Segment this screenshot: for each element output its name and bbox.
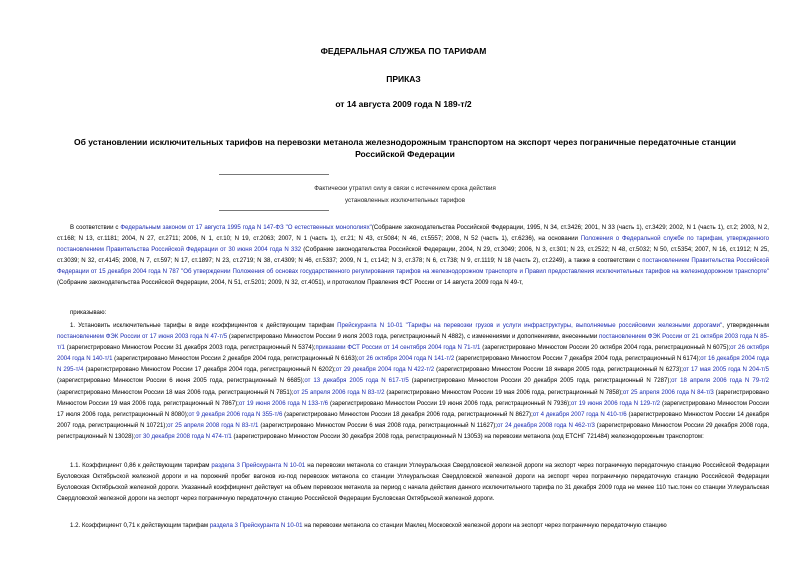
document-title: Об установлении исключительных тарифов на перевозки метанола железнодорожным транспортом на экспорт через пограничные передаточные станции Российской Федерации [73,137,736,159]
item-1-2-paragraph: 1.2. Коэффициент 0,71 к действующим тарифам раздела 3 Прейскуранта N 10-01 на перевозки метанола со станции Маклец Московской железной дороги на экспорт через пограничную передаточную станцию [70,522,667,529]
link-section-3-price-list-2[interactable]: раздела 3 Прейскуранта N 10-01 [209,522,303,529]
link-fst-71-t1[interactable]: приказами ФСТ России от 14 сентября 2004 года N 71-т/1 [315,344,481,352]
link-fst-617-t5[interactable]: от 13 декабря 2005 года N 617-т/5 [304,377,409,385]
link-fst-204-t5[interactable]: от 17 мая 2005 года N 204-т/5 [682,366,769,374]
divider-bottom [219,210,329,211]
link-fst-83-t1[interactable]: от 25 апреля 2008 года N 83-т/1 [167,421,259,429]
link-resolution-787[interactable]: постановлением Правительства Российской Федерации от 15 декабря 2004 года N 787 "Об утверждении Положения об основах государственного регулирования тарифов на железнодорожном транспорте и Правил предоставления исключительных тарифов на железнодорожном транспорте" [57,257,769,276]
link-fst-84-t3[interactable]: от 25 апреля 2006 года N 84-т/3 [622,388,714,396]
status-note-line2: установленных исключительных тарифов [344,197,466,204]
link-fst-355-t6[interactable]: от 9 декабря 2006 года N 355-т/6 [188,410,283,418]
link-fek-85-t1[interactable]: постановлением ФЭК России от 21 октября 2003 года N 85-т/1 [57,333,769,352]
link-fst-140-t1[interactable]: от 26 октября 2004 года N 140-т/1 [57,344,769,363]
link-fek-47-t5[interactable]: постановлением ФЭК России от 17 июня 2003 года N 47-т/5 [57,333,228,341]
agency-name: ФЕДЕРАЛЬНАЯ СЛУЖБА ПО ТАРИФАМ [320,46,487,56]
link-fst-474-t1[interactable]: от 30 декабря 2008 года N 474-т/1 [135,432,232,440]
link-fst-83-t2[interactable]: от 25 апреля 2006 года N 83-т/2 [293,388,385,396]
link-fst-129-t2[interactable]: от 19 июня 2006 года N 129-т/2 [570,399,661,407]
link-fst-462-t3[interactable]: от 24 декабря 2008 года N 462-т/3 [497,421,595,429]
link-fst-422-t2[interactable]: от 29 декабря 2004 года N 422-т/2 [335,366,435,374]
link-federal-law-147[interactable]: Федеральным законом от 17 августа 1995 года N 147-ФЗ "О естественных монополиях" [120,224,372,231]
link-fst-410-t6[interactable]: от 4 декабря 2007 года N 410-т/6 [532,410,627,418]
status-note-line1: Фактически утратил силу в связи с истечением срока действия [314,185,496,192]
divider-top [219,174,329,175]
order-word: приказываю: [70,309,107,316]
item-1-1-paragraph: 1.1. Коэффициент 0,86 к действующим тарифам раздела 3 Прейскуранта N 10-01 на перевозки метанола со станции Углеуральская Свердловской железной дороги на экспорт через пограничную передаточную станцию Российской Федерации Бусловская Октябрьской железной дороги и на порожний пробег вагонов из-под перевозок метанола со станции Углеуральская Свердловской железной дороги на экспорт через пограничную передаточную станцию Российской Федерации Бусловская Октябрьской железной дороги. Указанный коэффициент действует на объем перевозок метанола за период с начала действия данного исключительного тарифа по 31 декабря 2009 года не менее 110 тыс.тонн со станции Углеуральская Свердловской железной дороги на экспорт через пограничную передаточную станцию Российской Федерации Бусловская Октябрьской железной дороги. [57,462,769,503]
link-fst-133-t6[interactable]: от 19 июня 2006 года N 133-т/6 [238,399,329,407]
document-type: ПРИКАЗ [386,74,421,84]
link-fst-79-t2[interactable]: от 18 апреля 2006 года N 79-т/2 [671,377,770,385]
status-note [260,183,550,207]
link-fst-regulation[interactable]: Положения о Федеральной службе по тарифам, утвержденного постановлением Правительства Российской Федерации от 30 июня 2004 года N 332 [57,235,769,254]
document-date-number: от 14 августа 2009 года N 189-т/2 [335,99,472,109]
item-1-paragraph: 1. Установить исключительные тарифы в виде коэффициентов к действующим тарифам Прейскуранта N 10-01 "Тарифы на перевозки грузов и услуги инфраструктуры, выполняемые российскими железными дорогами", утвержденным постановлением ФЭК России от 17 июня 2003 года N 47-т/5 (зарегистрировано Минюстом России 9 июля 2003 года, регистрационный N 4882), с изменениями и дополнениями, внесенными постановлением ФЭК России от 21 октября 2003 года N 85-т/1 (зарегистрировано Минюстом России 31 декабря 2003 года, регистрационный N 5374);приказами ФСТ России от 14 сентября 2004 года N 71-т/1 (зарегистрировано Минюстом России 20 октября 2004 года, регистрационный N 6075);от 26 октября 2004 года N 140-т/1 (зарегистрировано Минюстом России 2 декабря 2004 года, регистрационный N 6163);от 26 октября 2004 года N 141-т/2 (зарегистрировано Минюстом России 7 декабря 2004 года, регистрационный N 6174);от 16 декабря 2004 года N 295-т/4 (зарегистрировано Минюстом России 17 декабря 2004 года, регистрационный N 6202);от 29 декабря 2004 года N 422-т/2 (зарегистрировано Минюстом России 18 января 2005 года, регистрационный N 6273);от 17 мая 2005 года N 204-т/5 (зарегистрировано Минюстом России 6 июня 2005 года, регистрационный N 6685);от 13 декабря 2005 года N 617-т/5 (зарегистрировано Минюстом России 20 декабря 2005 года, регистрационный N 7287);от 18 апреля 2006 года N 79-т/2 (зарегистрировано Минюстом России 18 мая 2006 года, регистрационный N 7851);от 25 апреля 2006 года N 83-т/2 (зарегистрировано Минюстом России 19 мая 2006 года, регистрационный N 7858);от 25 апреля 2006 года N 84-т/3 (зарегистрировано Минюстом России 19 мая 2006 года, регистрационный N 7867);от 19 июня 2006 года N 133-т/6 (зарегистрировано Минюстом России 19 июня 2006 года, регистрационный N 7936);от 19 июня 2006 года N 129-т/2 (зарегистрировано Минюстом России 17 июля 2006 года, регистрационный N 8080);от 9 декабря 2006 года N 355-т/6 (зарегистрировано Минюстом России 18 декабря 2006 года, регистрационный N 8627);от 4 декабря 2007 года N 410-т/6 (зарегистрировано Минюстом России 14 декабря 2007 года, регистрационный N 10721);от 25 апреля 2008 года N 83-т/1 (зарегистрировано Минюстом России 6 мая 2008 года, регистрационный N 11627);от 24 декабря 2008 года N 462-т/3 (зарегистрировано Минюстом России 29 декабря 2008 года, регистрационный N 13028);от 30 декабря 2008 года N 474-т/1 (зарегистрировано Минюстом России 30 декабря 2008 года, регистрационный N 13053) на перевозки метанола (код ЕТСНГ 721484) железнодорожным транспортом: [57,322,770,440]
link-section-3-price-list[interactable]: раздела 3 Прейскуранта N 10-01 [211,462,306,469]
link-price-list-10-01[interactable]: Прейскуранта N 10-01 "Тарифы на перевозки грузов и услуги инфраструктуры, выполняемые российскими железными дорогами" [337,322,723,329]
link-fst-141-t2[interactable]: от 26 октября 2004 года N 141-т/2 [358,355,455,363]
link-fst-295-t4[interactable]: от 16 декабря 2004 года N 295-т/4 [57,355,769,374]
preamble-paragraph: В соответствии с Федеральным законом от 17 августа 1995 года N 147-ФЗ "О естественных монополиях"(Собрание законодательства Российской Федерации, 1995, N 34, ст.3426; 2001, N 33 (часть 1), ст.3429; 2002, N 1 (часть 1), ст.2; 2003, N 2, ст.168; N 13, ст.1181; 2004, N 27, ст.2711; 2006, N 1, ст.10; N 19, ст.2063; 2007, N 1 (часть 1), ст.21; N 43, ст.5084; N 46, ст.5557; 2008, N 52 (часть 1), ст.6236), на основании Положения о Федеральной службе по тарифам, утвержденного постановлением Правительства Российской Федерации от 30 июня 2004 года N 332 (Собрание законодательства Российской Федерации, 2004, N 29, ст.3049; 2006, N 3, ст.301; N 23, ст.2522; N 48, ст.5032; N 50, ст.5354; 2007, N 16, ст.1912; N 25, ст.3039; N 32, ст.4145; 2008, N 7, ст.597; N 17, ст.1897; N 23, ст.2719; N 38, ст.4309; N 46, ст.5337; 2009, N 1, ст.142; N 3, ст.378; N 6, ст.738; N 9, ст.1119; N 18 (часть 2), ст.2249), а также в соответствии с постановлением Правительства Российской Федерации от 15 декабря 2004 года N 787 "Об утверждении Положения об основах государственного регулирования тарифов на железнодорожном транспорте и Правил предоставления исключительных тарифов на железнодорожном транспорте" (Собрание законодательства Российской Федерации, 2004, N 51, ст.5201; 2009, N 32, ст.4051), и протоколом Правления ФСТ России от 14 августа 2009 года N 49-т, [57,224,769,287]
